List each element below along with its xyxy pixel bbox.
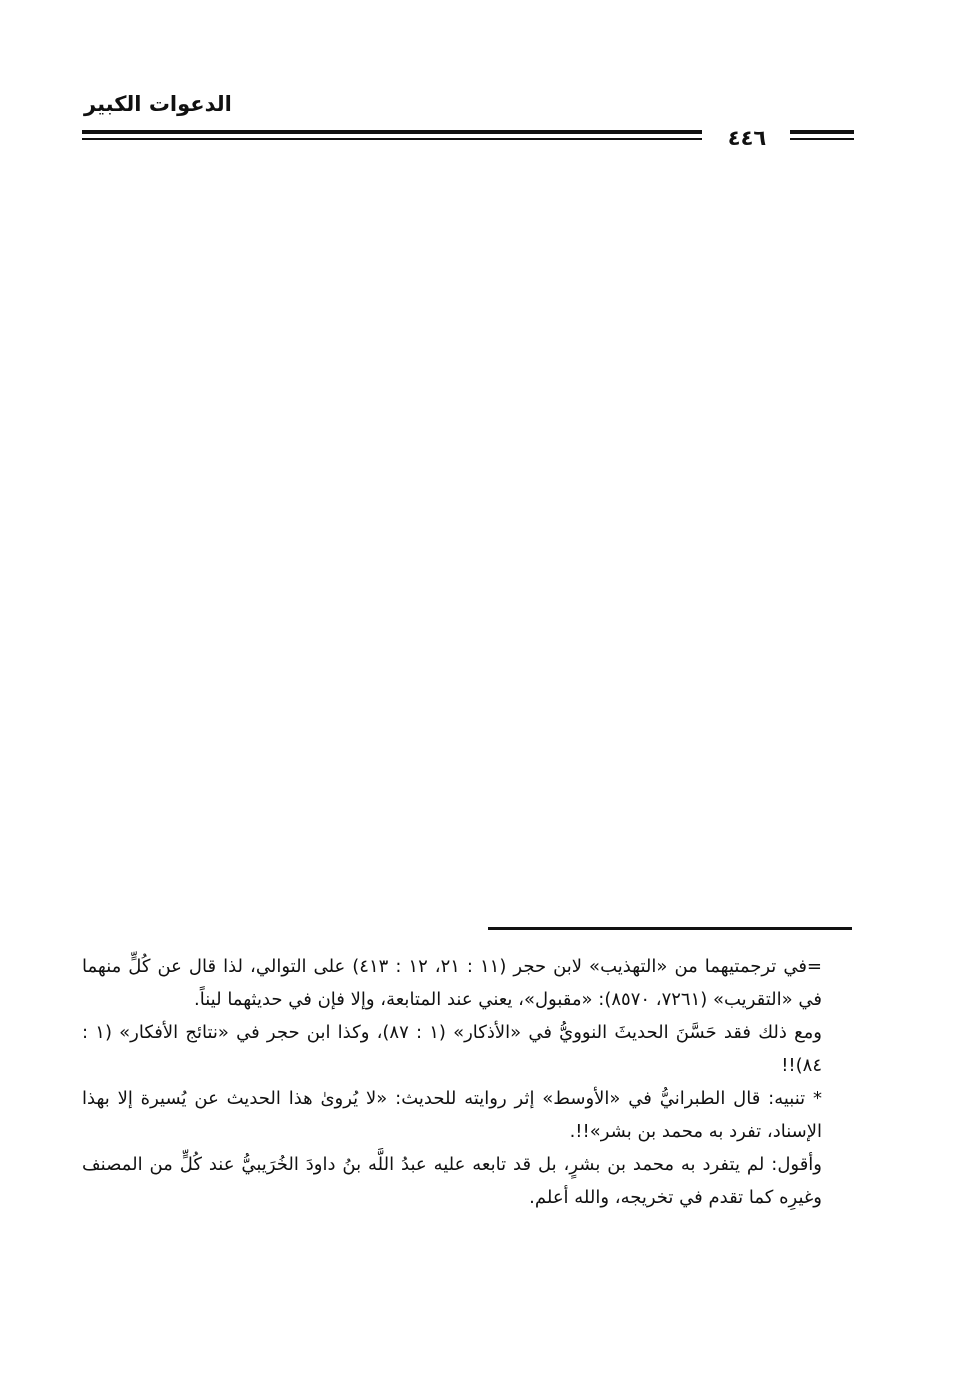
footnote-paragraph: =في ترجمتيهما من «التهذيب» لابن حجر (١١ : ٢١، ١٢ : ٤١٣) على التوالي، لذا قال عن كُلٍّ منهما في «التقريب» (٧٢٦١، ٨٥٧٠): «مقبول»، يعني عند المتابعة، وإلا فإن في حديثهما ليناً.: [82, 956, 823, 1010]
footnote-paragraph: ومع ذلك فقد حَسَّنَ الحديثَ النوويُّ في «الأذكار» (١ : ٨٧)، وكذا ابن حجر في «نتائج الأفكار» (١ : ٨٤)!!: [82, 1022, 822, 1076]
header-rule-right-thin: [790, 138, 854, 140]
footnote-separator: [488, 927, 852, 930]
running-title: الدعوات الكبير: [84, 92, 232, 116]
footnote-paragraph: * تنبيه: قال الطبرانيُّ في «الأوسط» إثر روايته للحديث: «لا يُروىٰ هذا الحديث عن يُسيرة إلا بهذا الإسناد، تفرد به محمد بن بشر»!!.: [82, 1088, 822, 1142]
footnote-paragraph: وأقول: لم يتفرد به محمد بن بشرٍ، بل قد تابعه عليه عبدُ اللَّه بنُ داودَ الخُرَيبيُّ عند كُلٍّ من المصنف وغيرِه كما تقدم في تخريجه، والله أعلم.: [82, 1154, 822, 1208]
header-rule-thin: [82, 138, 702, 140]
header-rule-right-thick: [790, 130, 854, 134]
header-rule-thick: [82, 130, 702, 134]
footnotes: [82, 950, 822, 1214]
page-number: ٤٤٦: [727, 126, 767, 150]
